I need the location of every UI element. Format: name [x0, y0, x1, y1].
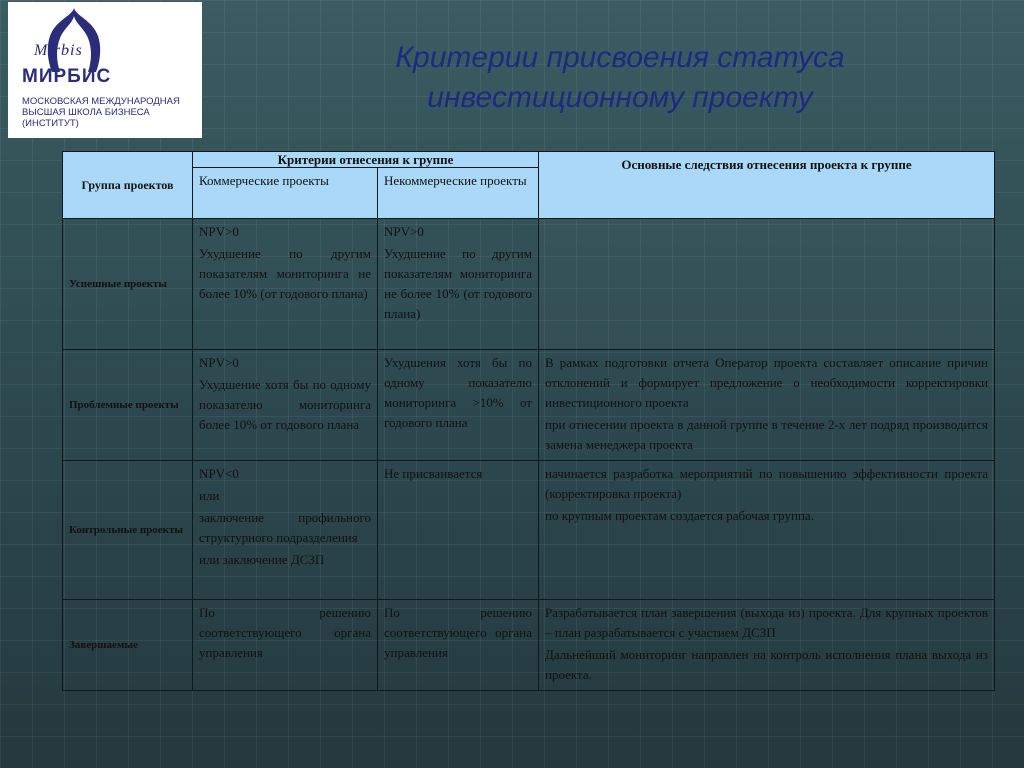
header-commercial: Коммерческие проекты [193, 168, 378, 219]
noncommercial-cell: Ухудшения хотя бы по одному показателю мониторинга >10% от годового плана [378, 350, 539, 461]
header-criteria: Критерии отнесения к группе [193, 152, 539, 168]
noncommercial-cell: Не присваивается [378, 461, 539, 600]
logo-name: МИРБИС [22, 66, 112, 87]
title-line-2: инвестиционному проекту [427, 81, 813, 114]
header-group: Группа проектов [63, 152, 193, 219]
criteria-table [62, 151, 995, 691]
table-header-row [63, 152, 995, 168]
header-consequences: Основные следствия отнесения проекта к группе [539, 152, 995, 219]
group-cell: Завершаемые [63, 600, 193, 691]
commercial-cell: NPV>0 Ухудшение по другим показателям мониторинга не более 10% (от годового плана) [193, 219, 378, 350]
logo-script-text: Mirbis [34, 42, 83, 59]
group-cell: Проблемные проекты [63, 350, 193, 461]
header-noncommercial: Некоммерческие проекты [378, 168, 539, 219]
logo-school-name: МОСКОВСКАЯ МЕЖДУНАРОДНАЯ ВЫСШАЯ ШКОЛА БИЗНЕСА (ИНСТИТУТ) [22, 96, 180, 129]
mirbis-logo [8, 2, 202, 138]
table-row [63, 219, 995, 350]
title-line-1: Критерии присвоения статуса [395, 41, 845, 74]
group-cell: Контрольные проекты [63, 461, 193, 600]
commercial-cell: NPV<0 или заключение профильного структурного подразделения или заключение ДСЗП [193, 461, 378, 600]
consequences-cell: В рамках подготовки отчета Оператор проекта составляет описание причин отклонений и формирует предложение о необходимости корректировки инвестиционного проекта при отнесении проекта в данной группе в течение 2-х лет подряд производится замена менеджера проекта [539, 350, 995, 461]
page-title [300, 38, 940, 118]
table-row [63, 600, 995, 691]
group-cell: Успешные проекты [63, 219, 193, 350]
noncommercial-cell: По решению соответствующего органа управления [378, 600, 539, 691]
table-row [63, 350, 995, 461]
consequences-cell: Разрабатывается план завершения (выхода из) проекта. Для крупных проектов – план разрабатывается с участием ДСЗП Дальнейший мониторинг направлен на контроль исполнения плана выхода из проекта. [539, 600, 995, 691]
noncommercial-cell: NPV>0 Ухудшение по другим показателям мониторинга не более 10% (от годового плана) [378, 219, 539, 350]
table-row [63, 461, 995, 600]
commercial-cell: NPV>0 Ухудшение хотя бы по одному показателю мониторинга более 10% от годового плана [193, 350, 378, 461]
commercial-cell: По решению соответствующего органа управления [193, 600, 378, 691]
consequences-cell [539, 219, 995, 350]
consequences-cell: начинается разработка мероприятий по повышению эффективности проекта (корректировка проекта) по крупным проектам создается рабочая группа. [539, 461, 995, 600]
